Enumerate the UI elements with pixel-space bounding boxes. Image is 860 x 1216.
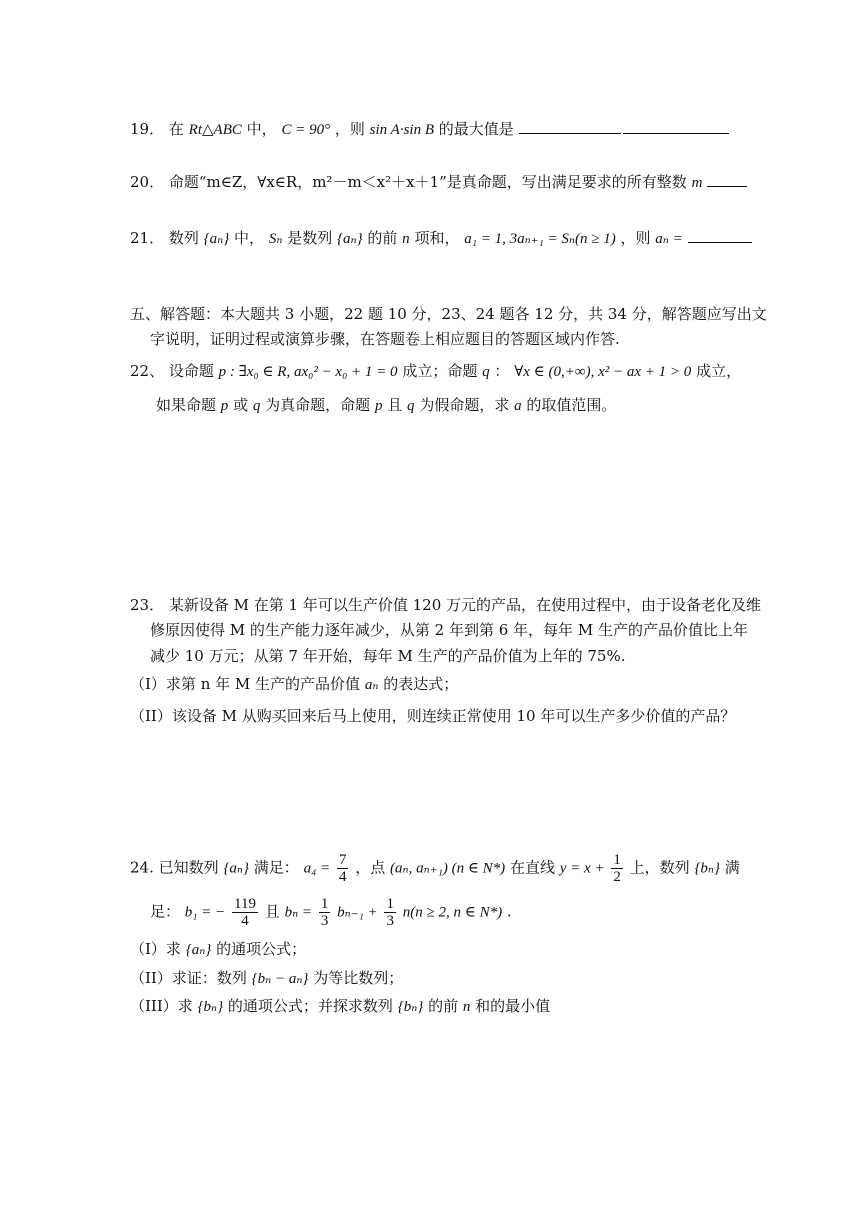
math-expression: q xyxy=(482,364,490,380)
question-23-part-2 xyxy=(130,705,735,727)
question-text: . xyxy=(506,902,512,921)
math-expression: {aₙ} xyxy=(337,231,363,247)
math-expression: {aₙ} xyxy=(223,860,250,877)
question-text: （II）该设备 M 从购买回来后马上使用，则连续正常使用 10 年可以生产多少价值的产品？ xyxy=(130,707,736,725)
fraction-numerator: 119 xyxy=(234,896,256,912)
question-text: 修原因使得 M 的生产能力逐年减少，从第 2 年到第 6 年，每年 M 生产的产品价值比上年 xyxy=(150,621,748,639)
math-expression: q xyxy=(407,398,415,414)
fraction-numerator: 1 xyxy=(386,896,394,912)
math-expression: {bₙ} xyxy=(197,999,224,1015)
section-text: 五、解答题：本大题共 3 小题，22 题 10 分，23、24 题各 12 分，共 34 分，解答题应写出文 xyxy=(130,305,767,323)
question-19 xyxy=(130,117,729,141)
fraction xyxy=(232,896,258,929)
section-5-heading xyxy=(130,303,767,325)
fraction-denominator: 2 xyxy=(613,869,621,885)
fraction-denominator: 3 xyxy=(320,913,329,929)
math-expression: a xyxy=(514,398,522,414)
question-24-part-3 xyxy=(130,995,550,1018)
question-22-cont xyxy=(156,394,616,417)
answer-blank[interactable] xyxy=(623,117,729,134)
fraction-denominator: 4 xyxy=(338,869,347,885)
math-expression: m xyxy=(691,175,703,191)
question-24-cont xyxy=(150,896,512,929)
math-expression: aₙ = xyxy=(655,231,683,247)
question-text: （I）求 xyxy=(130,940,181,958)
question-text: 成立， xyxy=(696,362,742,380)
fraction-numerator: 1 xyxy=(613,852,621,868)
math-expression: y = x + xyxy=(559,860,605,877)
question-text: 且 xyxy=(264,902,280,921)
math-expression: Rt△ABC xyxy=(188,122,242,138)
question-24-part-2 xyxy=(130,967,403,990)
section-5-heading-cont xyxy=(150,328,620,350)
question-24-part-1 xyxy=(130,938,306,961)
math-expression: p : ∃x₀ ∈ R, ax₀² − x₀ + 1 = 0 xyxy=(218,364,398,380)
answer-blank[interactable] xyxy=(519,117,621,134)
question-text: 的通项公式；并探求数列 xyxy=(227,997,393,1015)
math-expression: {bₙ} xyxy=(397,999,424,1015)
question-text: 减少 10 万元；从第 7 年开始，每年 M 生产的产品价值为上年的 75%. xyxy=(150,647,626,665)
math-expression: {bₙ} xyxy=(694,860,721,877)
question-text: 项和， xyxy=(414,229,460,247)
question-text: 命题“m∈Z，∀x∈R，m²－m＜x²＋x＋1”是真命题，写出满足要求的所有整数 xyxy=(168,173,687,191)
fraction xyxy=(337,852,349,885)
section-text: 字说明，证明过程或演算步骤，在答题卷上相应题目的答题区域内作答. xyxy=(150,330,620,348)
question-text: 为等比数列； xyxy=(313,969,404,987)
question-text: ，则 xyxy=(620,229,651,247)
math-expression: {bₙ − aₙ} xyxy=(251,971,309,987)
question-text: 为真命题，命题 xyxy=(265,396,371,414)
fraction-denominator: 3 xyxy=(386,913,394,929)
math-expression: bₙ₋₁ + xyxy=(337,904,378,921)
question-23-cont xyxy=(150,645,625,667)
fraction-numerator: 1 xyxy=(320,896,329,912)
question-23-part-1 xyxy=(130,673,458,696)
math-expression: {aₙ} xyxy=(203,231,230,247)
answer-blank[interactable] xyxy=(707,170,747,187)
math-expression: bₙ = xyxy=(284,904,313,921)
math-expression: aₙ xyxy=(364,677,379,693)
math-expression: p xyxy=(374,398,383,414)
question-number: 23． xyxy=(130,596,165,614)
question-text: 在直线 xyxy=(509,858,555,877)
question-text: 或 xyxy=(233,396,249,414)
question-text: 是数列 xyxy=(287,229,333,247)
question-text: （II）求证：数列 xyxy=(130,969,247,987)
question-text: 中， xyxy=(246,120,277,138)
question-20 xyxy=(130,170,747,194)
question-text: ，则 xyxy=(334,120,365,138)
math-expression: Sₙ xyxy=(268,231,283,247)
math-expression: sin A·sin B xyxy=(369,122,434,138)
question-text: （III）求 xyxy=(130,997,193,1015)
math-expression: b₁ = − xyxy=(184,904,226,921)
question-text: 的前 xyxy=(367,229,398,247)
math-expression: n(n ≥ 2, n ∈ N*) xyxy=(402,904,503,921)
question-text: 的最大值是 xyxy=(438,120,514,138)
question-number: 20． xyxy=(130,173,165,191)
math-expression: {aₙ} xyxy=(185,942,212,958)
question-number: 24. xyxy=(130,858,154,877)
math-expression: a₁ = 1, 3aₙ₊₁ = Sₙ(n ≥ 1) xyxy=(464,231,616,247)
fraction-numerator: 7 xyxy=(338,852,347,868)
question-number: 19． xyxy=(130,120,165,138)
question-text: 某新设备 M 在第 1 年可以生产价值 120 万元的产品，在使用过程中，由于设备老化及维 xyxy=(168,596,762,614)
question-text: 的前 xyxy=(428,997,459,1015)
answer-blank[interactable] xyxy=(688,226,752,243)
question-text: （I）求第 n 年 M 生产的产品价值 xyxy=(130,675,361,693)
question-text: ，点 xyxy=(355,858,386,877)
question-text: 且 xyxy=(387,396,403,414)
fraction xyxy=(319,896,331,929)
fraction xyxy=(384,896,396,929)
question-text: 的表达式； xyxy=(383,675,459,693)
question-23-cont xyxy=(150,619,748,641)
question-24 xyxy=(130,852,740,885)
question-text: 中， xyxy=(234,229,265,247)
question-number: 21． xyxy=(130,229,165,247)
math-expression: q xyxy=(252,398,261,414)
question-text: 成立；命题 xyxy=(402,362,478,380)
math-expression: n xyxy=(402,231,410,247)
question-text: 的取值范围。 xyxy=(526,396,617,414)
math-expression: p xyxy=(220,398,229,414)
question-22 xyxy=(130,360,741,383)
question-text: 为假命题，求 xyxy=(419,396,510,414)
math-expression: a₄ = xyxy=(303,860,331,877)
question-number: 22、 xyxy=(130,362,165,380)
question-text: 足： xyxy=(150,902,181,921)
question-text: 在 xyxy=(168,120,184,138)
question-text: 如果命题 xyxy=(156,396,217,414)
question-text: 满足： xyxy=(253,858,299,877)
question-text: 满 xyxy=(724,858,740,877)
question-text: 上，数列 xyxy=(629,858,690,877)
question-text: 数列 xyxy=(168,229,199,247)
math-expression: n xyxy=(462,999,471,1015)
math-expression: ∀x ∈ (0,+∞), x² − ax + 1 > 0 xyxy=(514,364,692,380)
math-expression: C = 90° xyxy=(281,122,331,138)
question-text: ： xyxy=(494,362,510,380)
question-text: 和的最小值 xyxy=(475,997,551,1015)
fraction-denominator: 4 xyxy=(241,913,249,929)
math-expression: (aₙ, aₙ₊₁) (n ∈ N*) xyxy=(390,860,506,877)
question-text: 设命题 xyxy=(168,362,214,380)
question-23 xyxy=(130,594,761,616)
question-21 xyxy=(130,226,752,250)
fraction xyxy=(611,852,623,885)
question-text: 的通项公式； xyxy=(216,940,307,958)
question-text: 已知数列 xyxy=(158,858,219,877)
